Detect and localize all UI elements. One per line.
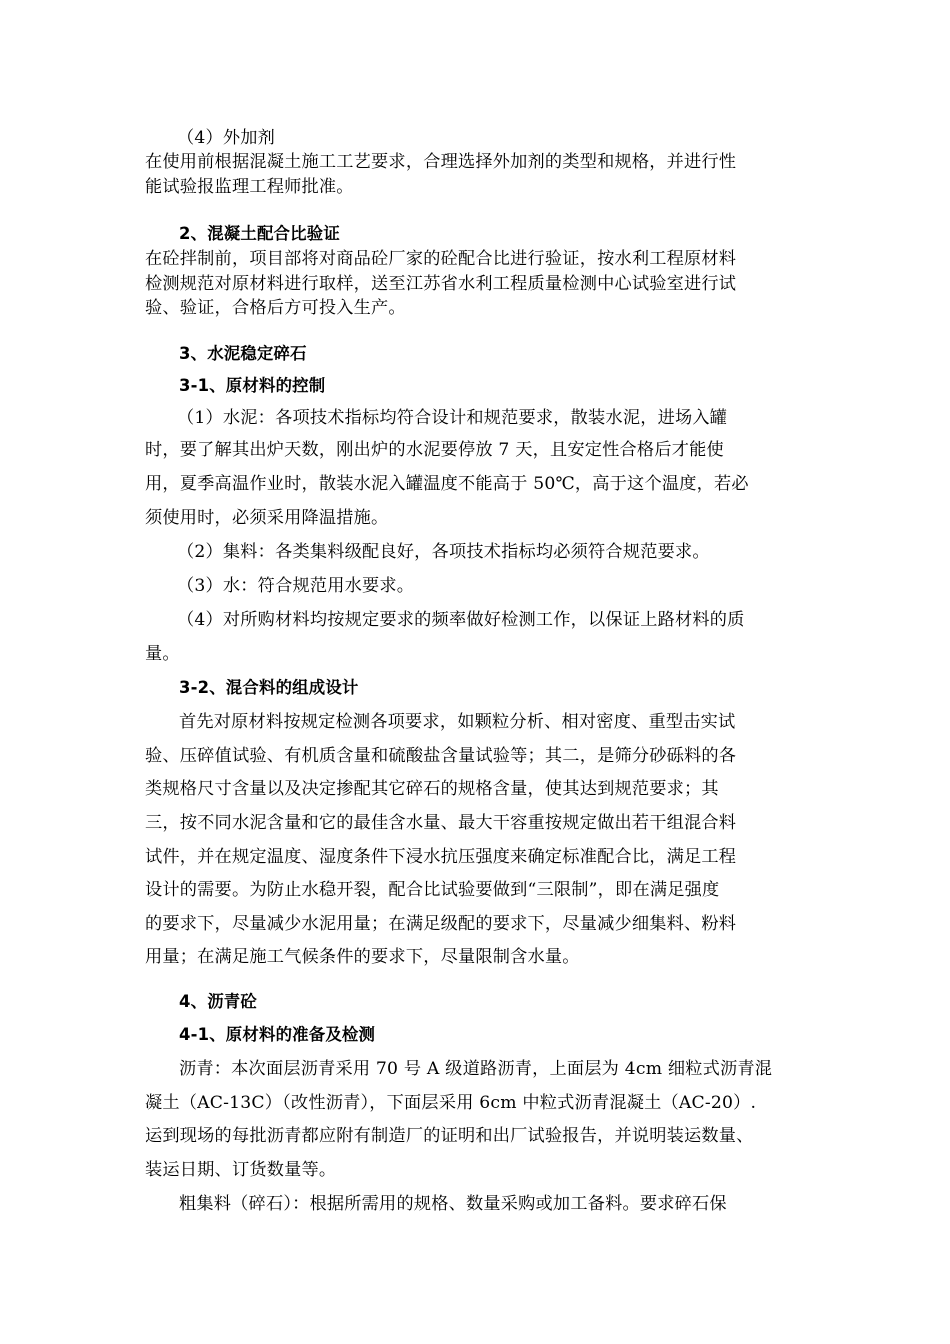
paragraph-line: 验、验证，合格后方可投入生产。	[145, 298, 406, 318]
paragraph-line: 须使用时，必须采用降温措施。	[145, 508, 389, 528]
subsection-heading: 3-2、混合料的组成设计	[179, 678, 359, 697]
subsection-heading: 4-1、原材料的准备及检测	[179, 1025, 376, 1044]
paragraph-line: 装运日期、订货数量等。	[145, 1160, 337, 1180]
paragraph-line: 的要求下，尽量减少水泥用量；在满足级配的要求下，尽量减少细集料、粉料	[145, 914, 737, 934]
paragraph-line: 首先对原材料按规定检测各项要求，如颗粒分析、相对密度、重型击实试	[179, 712, 736, 732]
paragraph-line: 在砼拌制前，项目部将对商品砼厂家的砼配合比进行验证，按水利工程原材料	[145, 249, 737, 269]
paragraph-line: 用，夏季高温作业时，散装水泥入罐温度不能高于 50℃，高于这个温度，若必	[145, 474, 749, 494]
section-heading: 3、水泥稳定碎石	[179, 344, 307, 363]
section-heading: 2、混凝土配合比验证	[179, 224, 340, 243]
subheading-admixture: （4）外加剂	[177, 128, 276, 148]
paragraph-line: 量。	[145, 644, 180, 664]
paragraph-line: 试件，并在规定温度、湿度条件下浸水抗压强度来确定标准配合比，满足工程	[145, 847, 737, 867]
paragraph-line: 三，按不同水泥含量和它的最佳含水量、最大干容重按规定做出若干组混合料	[145, 813, 737, 833]
paragraph-line: 凝土（AC-13C）（改性沥青），下面层采用 6cm 中粒式沥青混凝土（AC-20）.	[145, 1093, 757, 1113]
paragraph-line: 用量；在满足施工气候条件的要求下，尽量限制含水量。	[145, 947, 580, 967]
paragraph-line: 沥青：本次面层沥青采用 70 号 A 级道路沥青，上面层为 4cm 细粒式沥青混	[179, 1059, 773, 1079]
paragraph-line: 能试验报监理工程师批准。	[145, 177, 354, 197]
paragraph-line: （1）水泥：各项技术指标均符合设计和规范要求，散装水泥，进场入罐	[177, 408, 728, 428]
section-heading: 4、沥青砼	[179, 992, 257, 1011]
paragraph-line: 设计的需要。为防止水稳开裂，配合比试验要做到“三限制”，即在满足强度	[145, 880, 720, 900]
paragraph-line: 在使用前根据混凝土施工工艺要求，合理选择外加剂的类型和规格，并进行性	[145, 152, 737, 172]
paragraph-line: （4）对所购材料均按规定要求的频率做好检测工作，以保证上路材料的质	[177, 610, 745, 630]
paragraph-line: （3）水：符合规范用水要求。	[177, 576, 415, 596]
paragraph-line: 类规格尺寸含量以及决定掺配其它碎石的规格含量，使其达到规范要求；其	[145, 779, 719, 799]
subsection-heading: 3-1、原材料的控制	[179, 376, 326, 395]
paragraph-line: 验、压碎值试验、有机质含量和硫酸盐含量试验等；其二，是筛分砂砾料的各	[145, 746, 737, 766]
paragraph-line: （2）集料：各类集料级配良好，各项技术指标均必须符合规范要求。	[177, 542, 710, 562]
paragraph-line: 粗集料（碎石）：根据所需用的规格、数量采购或加工备料。要求碎石保	[179, 1194, 727, 1214]
paragraph-line: 检测规范对原材料进行取样，送至江苏省水利工程质量检测中心试验室进行试	[145, 274, 737, 294]
paragraph-line: 时，要了解其出炉天数，刚出炉的水泥要停放 7 天，且安定性合格后才能使	[145, 440, 724, 460]
paragraph-line: 运到现场的每批沥青都应附有制造厂的证明和出厂试验报告，并说明装运数量、	[145, 1126, 754, 1146]
